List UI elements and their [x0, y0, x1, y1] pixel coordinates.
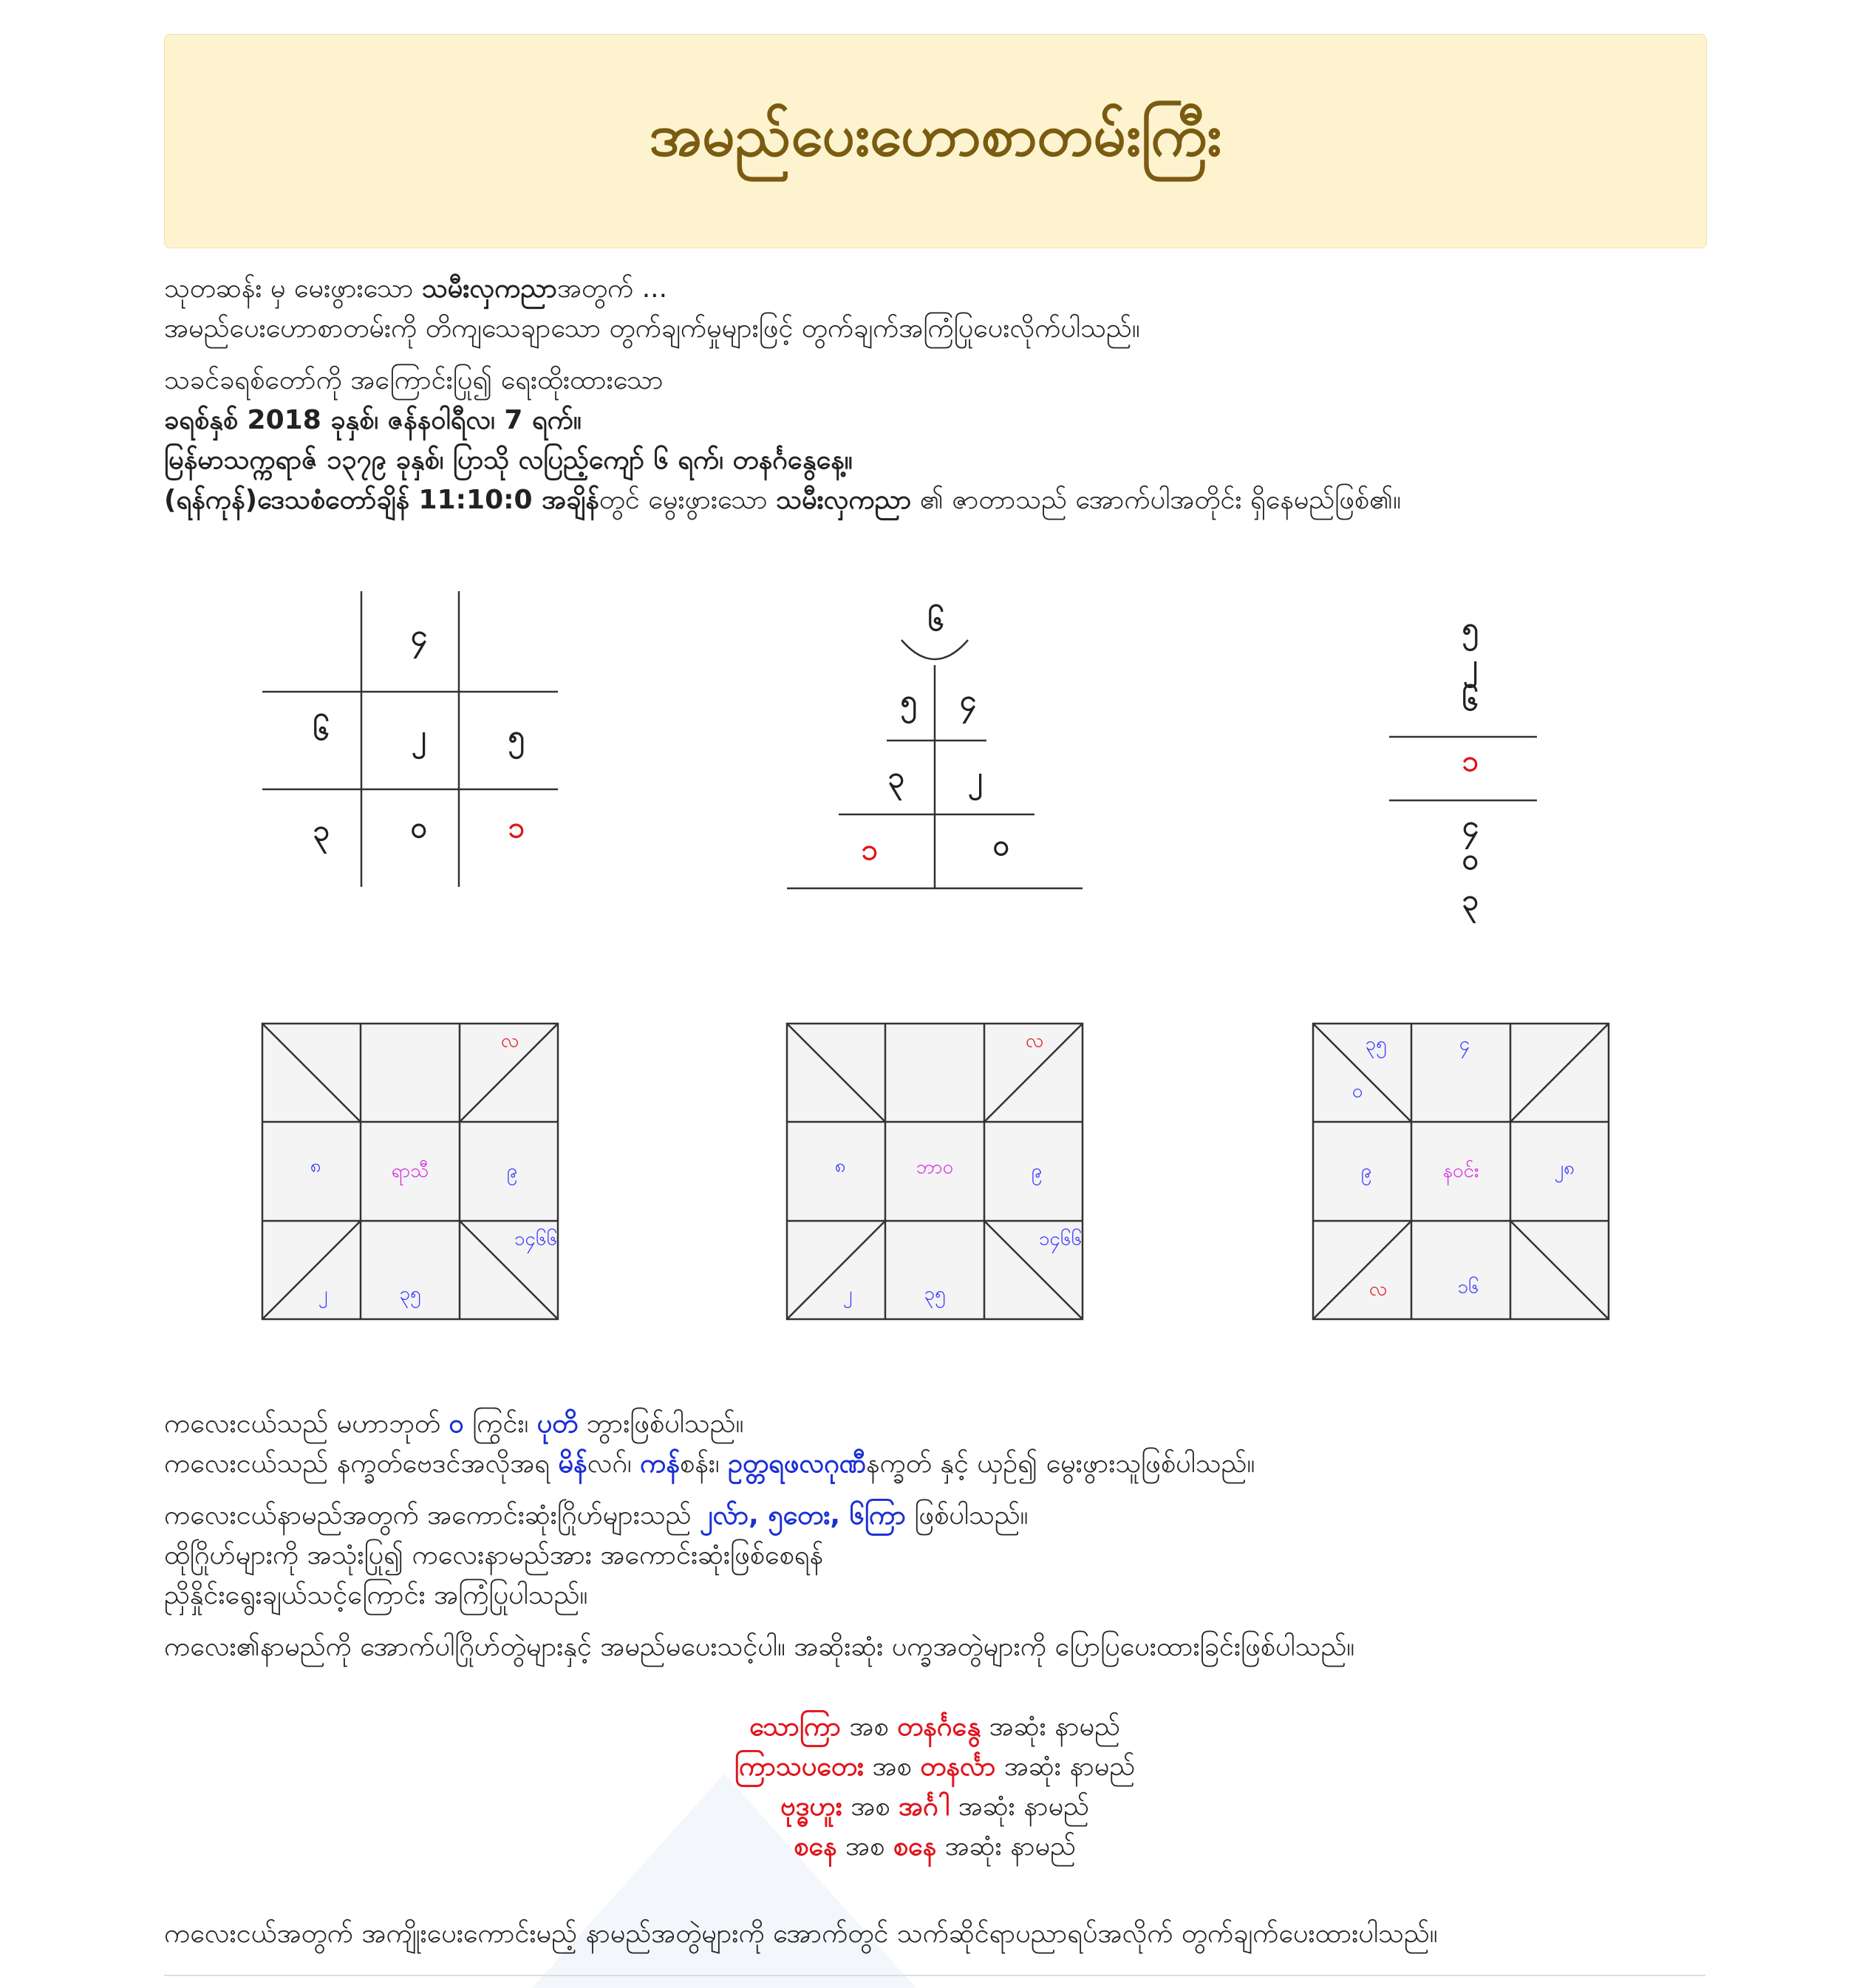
horoscope-chart-tree: [787, 599, 1090, 894]
analysis-text: ညှိနှိုင်းရွေးချယ်သင့်ကြောင်း အကြံပြုပါသည်။: [164, 1580, 588, 1610]
intro-paragraph-1: [164, 269, 1705, 349]
chart1-bot-left: ၃: [313, 814, 330, 848]
grid3-mid-right: ၂၈: [1554, 1157, 1575, 1179]
mahabote-number: ၀: [449, 1409, 464, 1439]
chart3-c: ၆: [1462, 684, 1479, 718]
birth-date-western: ခရစ်နှစ် 2018 ခုနှစ်၊ ဇန်နဝါရီလ၊ 7 ရက်။: [164, 405, 582, 435]
intro-section: [164, 269, 1705, 532]
chart1-mid-center: ၂: [412, 719, 426, 753]
start-day: ကြာသပတေး: [734, 1752, 865, 1782]
grid2-bot-right: ၁၄၆၆: [1038, 1228, 1083, 1250]
name-text: အစ: [864, 1752, 921, 1782]
grid3-bot-left: လ: [1368, 1278, 1388, 1301]
chart3-d: ၄: [1462, 809, 1479, 843]
child-name: သမီးလှကညာ: [421, 273, 557, 304]
analysis-text: လဂ်၊: [587, 1449, 641, 1479]
grid2-center: ဘာဝ: [916, 1156, 954, 1179]
birth-time: (ရန်ကုန်)ဒေသစံတော်ချိန် 11:10:0 အချိန်: [164, 485, 599, 515]
grid1-top-right: လ: [500, 1029, 519, 1052]
bhava-grid: [787, 1024, 1083, 1319]
start-day: စနေ: [794, 1831, 837, 1862]
grid1-center: ရာသီ: [391, 1160, 429, 1182]
analysis-paragraph-2: [164, 1496, 1705, 1616]
chart3-b: ၂: [1463, 648, 1478, 682]
footer-text: ကလေးငယ်အတွက် အကျိုးပေးကောင်းမည့် နာမည်အတွဲများကို အောက်တွင် သက်ဆိုင်ရာပညာရပ်အလိုက် တွက်ချက်ပေးထားပါသည်။: [164, 1919, 1438, 1949]
grid1-bot-center: ၃၅: [399, 1282, 421, 1305]
chart3-f: ၃: [1462, 883, 1479, 917]
mahabote-house: ပုတိ: [536, 1409, 579, 1439]
moon-sign: ကန်: [640, 1449, 680, 1479]
chart2-r1-right: ၄: [959, 684, 977, 718]
grid2-top-right: လ: [1025, 1029, 1044, 1052]
chart1-mid-right: ၅: [508, 719, 525, 753]
name-text: အစ: [842, 1791, 899, 1822]
bad-name-item: [164, 1747, 1705, 1787]
intro-paragraph-2: [164, 361, 1705, 520]
grid3-bot-center: ၁၆: [1457, 1276, 1479, 1298]
end-day: တနင်္လာ: [920, 1752, 996, 1782]
bad-name-item: [164, 1787, 1705, 1827]
grid1-bot-left: ၂: [318, 1282, 328, 1305]
end-day: စနေ: [893, 1831, 937, 1862]
end-day: အင်္ဂါ: [898, 1791, 950, 1822]
chart3-a: ၅: [1462, 611, 1479, 645]
bad-name-item: [164, 1707, 1705, 1747]
chart1-top: ၄: [410, 619, 428, 653]
chart1-mid-left: ၆: [313, 713, 330, 747]
analysis-text: နက္ခတ် နှင့် ယှဉ်၍ မွေးဖွားသူဖြစ်ပါသည်။: [865, 1449, 1255, 1479]
name-text: အဆုံး နာမည်: [981, 1712, 1120, 1742]
birth-date-myanmar: မြန်မာသက္ကရာဇ် ၁၃၇၉ ခုနှစ်၊ ပြာသို လပြည့်ကျော် ၆ ရက်၊ တနင်္ဂနွေနေ့။: [164, 445, 853, 475]
analysis-paragraph-1: [164, 1404, 1705, 1484]
chart2-r2-left: ၃: [887, 760, 905, 794]
name-text: အဆုံး နာမည်: [936, 1831, 1076, 1862]
intro-text: အမည်ပေးဟောစာတမ်းကို တိကျသေချာသော တွက်ချက်မှုများဖြင့် တွက်ချက်အကြံပြုပေးလိုက်ပါသည်။: [164, 313, 1140, 344]
grid1-mid-right: ၉: [506, 1160, 518, 1182]
chart2-r3-left: ၁: [861, 833, 879, 867]
analysis-section: [164, 1404, 1705, 1679]
analysis-text: ဖြစ်ပါသည်။: [905, 1500, 1029, 1531]
grid2-bot-center: ၃၅: [924, 1282, 946, 1305]
chart3-mid: ၁: [1462, 744, 1479, 778]
chart1-bot-center: ၀: [410, 811, 428, 845]
analysis-text: ကလေးငယ်နာမည်အတွက် အကောင်းဆုံးဂြိုဟ်များသည်: [164, 1500, 700, 1531]
analysis-text: ကလေးငယ်သည် မဟာဘုတ်: [164, 1409, 449, 1439]
intro-text: သုတဆန်း မှ မေးဖွားသော: [164, 273, 422, 304]
chart2-r2-right: ၂: [968, 760, 983, 794]
bad-name-item: [164, 1827, 1705, 1867]
intro-text: အတွက် ...: [556, 273, 668, 304]
analysis-text: ထိုဂြိုဟ်များကို အသုံးပြု၍ ကလေးနာမည်အား အကောင်းဆုံးဖြစ်စေရန်: [164, 1540, 824, 1570]
name-text: အစ: [840, 1712, 898, 1742]
navin-grid: [1313, 1024, 1609, 1319]
analysis-text: ကြွင်း၊: [463, 1409, 537, 1439]
grid3-center: နဝင်း: [1442, 1160, 1479, 1182]
grid3-top-left-2: ၀: [1351, 1080, 1363, 1103]
name-text: အဆုံး နာမည်: [950, 1791, 1089, 1822]
intro-text: တွင် မွေးဖွားသော: [599, 485, 777, 515]
chart1-bot-right: ၁: [508, 811, 525, 845]
chart3-e: ၀: [1462, 842, 1479, 876]
grid1-mid-left: ၈: [310, 1154, 321, 1177]
intro-text: သခင်ခရစ်တော်ကို အကြောင်းပြု၍ ရေးထိုးထားသော: [164, 365, 664, 395]
analysis-text: စန်း၊: [679, 1449, 729, 1479]
grid3-top-left: ၃၅: [1365, 1032, 1387, 1055]
bad-name-list: [164, 1707, 1705, 1867]
intro-text: ၏ ဇာတာသည် အောက်ပါအတိုင်း ရှိနေမည်ဖြစ်၏။: [911, 485, 1401, 515]
divider: [164, 1975, 1705, 1976]
chart2-r1-left: ၅: [900, 684, 918, 718]
grid3-mid-left: ၉: [1360, 1160, 1372, 1182]
best-planets: ၂လ်ာ, ၅တေး, ၆ကြာ: [699, 1500, 906, 1531]
horoscope-chart-vertical: [1385, 606, 1541, 931]
name-text: အစ: [836, 1831, 893, 1862]
page-title: အမည်ပေးဟောစာတမ်းကြီး: [649, 102, 1222, 169]
grid3-top-center: ၄: [1459, 1032, 1470, 1055]
chart2-r3-right: ၀: [992, 828, 1010, 862]
start-day: ဗုဒ္ဓဟူး: [780, 1791, 842, 1822]
grid1-bot-right: ၁၄၆၆: [514, 1228, 558, 1250]
grid2-bot-left: ၂: [842, 1282, 853, 1305]
child-name: သမီးလှကညာ: [776, 485, 912, 515]
chart2-top: ၆: [927, 604, 945, 638]
grid2-mid-right: ၉: [1031, 1160, 1043, 1182]
analysis-paragraph-3: ကလေး၏နာမည်ကို အောက်ပါဂြိုဟ်တွဲများနှင့် အမည်မပေးသင့်ပါ။ အဆိုးဆုံး ပက္ခအတွဲများကို ပြောပြပေးထားခြင်းဖြစ်ပါသည်။: [164, 1632, 1355, 1662]
grid2-mid-left: ၈: [834, 1154, 846, 1177]
rasi-grid: [262, 1024, 558, 1319]
end-day: တနင်္ဂနွေ: [897, 1712, 981, 1742]
start-day: သောကြာ: [749, 1712, 841, 1742]
analysis-text: ဘွားဖြစ်ပါသည်။: [578, 1409, 744, 1439]
header-banner: [164, 34, 1707, 248]
nakshatra: ဥတ္တရဖလဂုဏီ: [728, 1449, 866, 1479]
horoscope-chart-grid: [262, 591, 558, 887]
lagna: မိန်: [558, 1449, 587, 1479]
analysis-text: ကလေးငယ်သည် နက္ခတ်ဗေဒင်အလိုအရ: [164, 1449, 559, 1479]
name-text: အဆုံး နာမည်: [995, 1752, 1136, 1782]
footer-note: [164, 1914, 1705, 1966]
